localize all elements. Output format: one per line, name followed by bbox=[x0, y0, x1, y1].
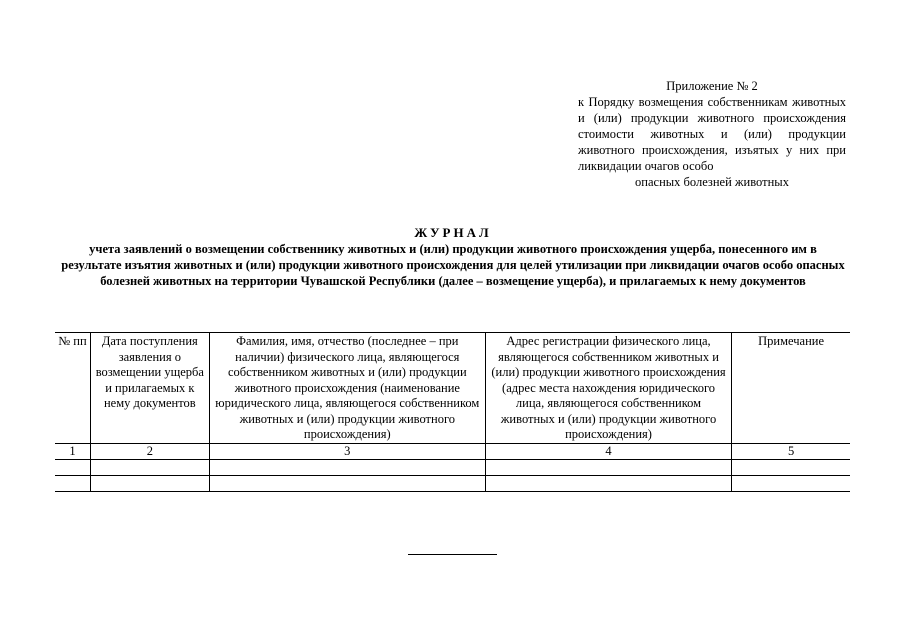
table-cell bbox=[732, 460, 850, 476]
table-cell bbox=[485, 460, 731, 476]
footer-divider bbox=[408, 554, 497, 555]
journal-subtitle: учета заявлений о возмещении собственнику животных и (или) продукции животного происхождения ущерба, понесенного им в результате изъятия животных и (или) продукции животного происхождения для целей утилизации при ликвидации очагов особо опасных болезней животных на территории Чувашской Республики (далее – возмещение ущерба), и прилагаемых к нему документов bbox=[61, 242, 845, 288]
appendix-block bbox=[578, 78, 846, 190]
header-cell-number: № пп bbox=[55, 333, 90, 444]
table-row bbox=[55, 460, 850, 476]
header-cell-note: Примечание bbox=[732, 333, 850, 444]
table-cell bbox=[732, 476, 850, 492]
table-cell bbox=[55, 460, 90, 476]
header-cell-owner-name: Фамилия, имя, отчество (последнее – при наличии) физического лица, являющегося собственником животных и (или) продукции животного происхождения (наименование юридического лица, являющегося собственником животных и (или) продукции животного происхождения) bbox=[209, 333, 485, 444]
journal-title: ЖУРНАЛ bbox=[414, 225, 492, 240]
column-number-row bbox=[55, 443, 850, 460]
appendix-text: к Порядку возмещения собственникам животных и (или) продукции животного происхождения стоимости животных и (или) продукции животного происхождения, изъятых у них при ликвидации очагов особо bbox=[578, 95, 846, 173]
header-cell-address: Адрес регистрации физического лица, являющегося собственником животных и (или) продукции животного происхождения (адрес места нахождения юридического лица, являющегося собственником животных и (или) продукции животного происхождения) bbox=[485, 333, 731, 444]
table-row bbox=[55, 476, 850, 492]
table-cell bbox=[55, 476, 90, 492]
appendix-last-line: опасных болезней животных bbox=[635, 175, 789, 189]
header-cell-date: Дата поступления заявления о возмещении ущерба и прилагаемых к нему документов bbox=[90, 333, 209, 444]
header-row bbox=[55, 333, 850, 444]
table-cell bbox=[485, 476, 731, 492]
journal-table bbox=[55, 332, 850, 492]
column-number: 4 bbox=[485, 443, 731, 460]
table-cell bbox=[209, 476, 485, 492]
journal-title-block bbox=[58, 224, 848, 289]
column-number: 2 bbox=[90, 443, 209, 460]
column-number: 3 bbox=[209, 443, 485, 460]
table-cell bbox=[209, 460, 485, 476]
appendix-heading: Приложение № 2 bbox=[666, 79, 758, 93]
column-number: 5 bbox=[732, 443, 850, 460]
table-cell bbox=[90, 460, 209, 476]
table-cell bbox=[90, 476, 209, 492]
column-number: 1 bbox=[55, 443, 90, 460]
